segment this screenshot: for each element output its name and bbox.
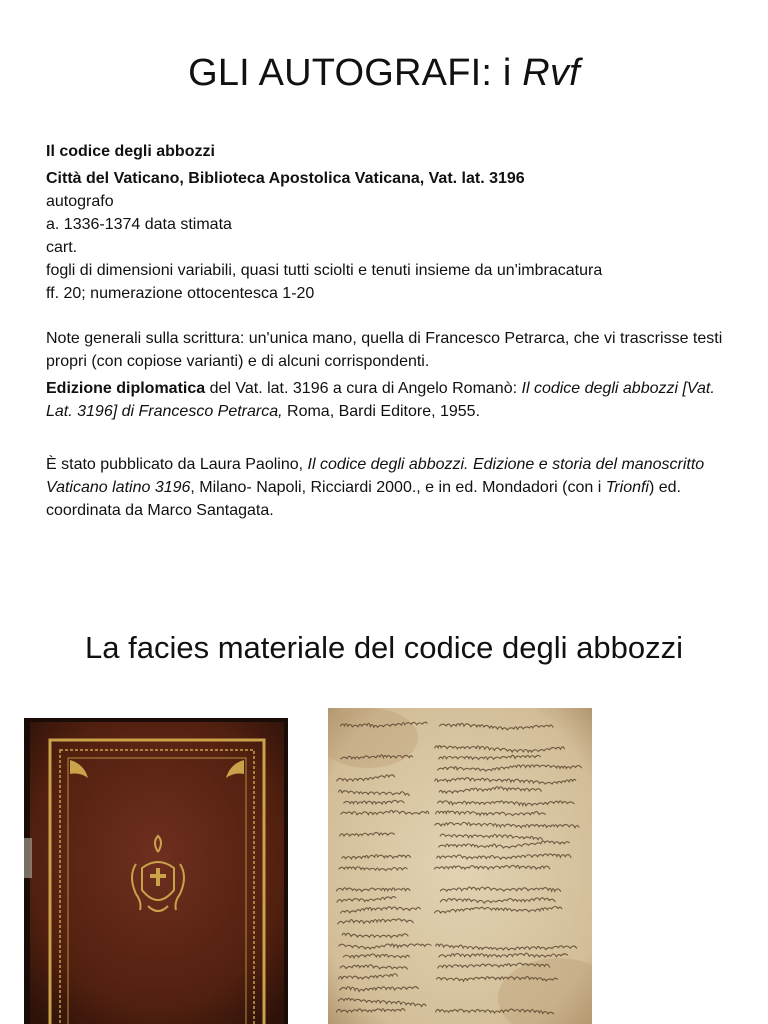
body-text xyxy=(46,140,736,522)
published-italic2: Trionfi xyxy=(605,479,649,496)
line-fogli: fogli di dimensioni variabili, quasi tutti sciolti e tenuti insieme da un'imbracatura xyxy=(46,262,603,279)
cover-image xyxy=(24,718,288,1024)
line-cart: cart. xyxy=(46,239,78,256)
edition-paragraph xyxy=(46,377,736,423)
library-line: Città del Vaticano, Biblioteca Apostolica Vaticana, Vat. lat. 3196 xyxy=(46,170,525,187)
published-text2: , Milano- Napoli, Ricciardi 2000., e in ed. Mondadori (con i xyxy=(190,479,606,496)
line-ff: ff. 20; numerazione ottocentesca 1-20 xyxy=(46,285,315,302)
edition-text1: del Vat. lat. 3196 a cura di Angelo Romanò: xyxy=(205,380,522,397)
slide-title xyxy=(0,52,768,95)
edition-italic: Il codice degli abbozzi [Vat. Lat. 3196] di Francesco Petrarca, xyxy=(46,380,715,420)
line-date: a. 1336-1374 data stimata xyxy=(46,216,232,233)
edition-bold: Edizione diplomatica xyxy=(46,380,206,397)
published-text1: È stato pubblicato da Laura Paolino, xyxy=(46,456,308,473)
section-subtitle: La facies materiale del codice degli abbozzi xyxy=(85,630,683,665)
manuscript-page-image xyxy=(328,708,592,1024)
title-italic: Rvf xyxy=(522,52,580,94)
codex-heading: Il codice degli abbozzi xyxy=(46,143,215,160)
published-paragraph xyxy=(46,453,736,522)
note-paragraph: Note generali sulla scrittura: un'unica mano, quella di Francesco Petrarca, che vi trascrisse testi propri (con copiose varianti) e di alcuni corrispondenti. xyxy=(46,330,723,370)
edition-text2: Roma, Bardi Editore, 1955. xyxy=(282,403,481,420)
line-autografo: autografo xyxy=(46,193,114,210)
published-italic1: Il codice degli abbozzi. Edizione e storia del manoscritto Vaticano latino 3196 xyxy=(46,456,705,496)
published-text3: ) ed. coordinata da Marco Santagata. xyxy=(46,479,681,519)
title-prefix: GLI AUTOGRAFI: i xyxy=(188,52,523,94)
